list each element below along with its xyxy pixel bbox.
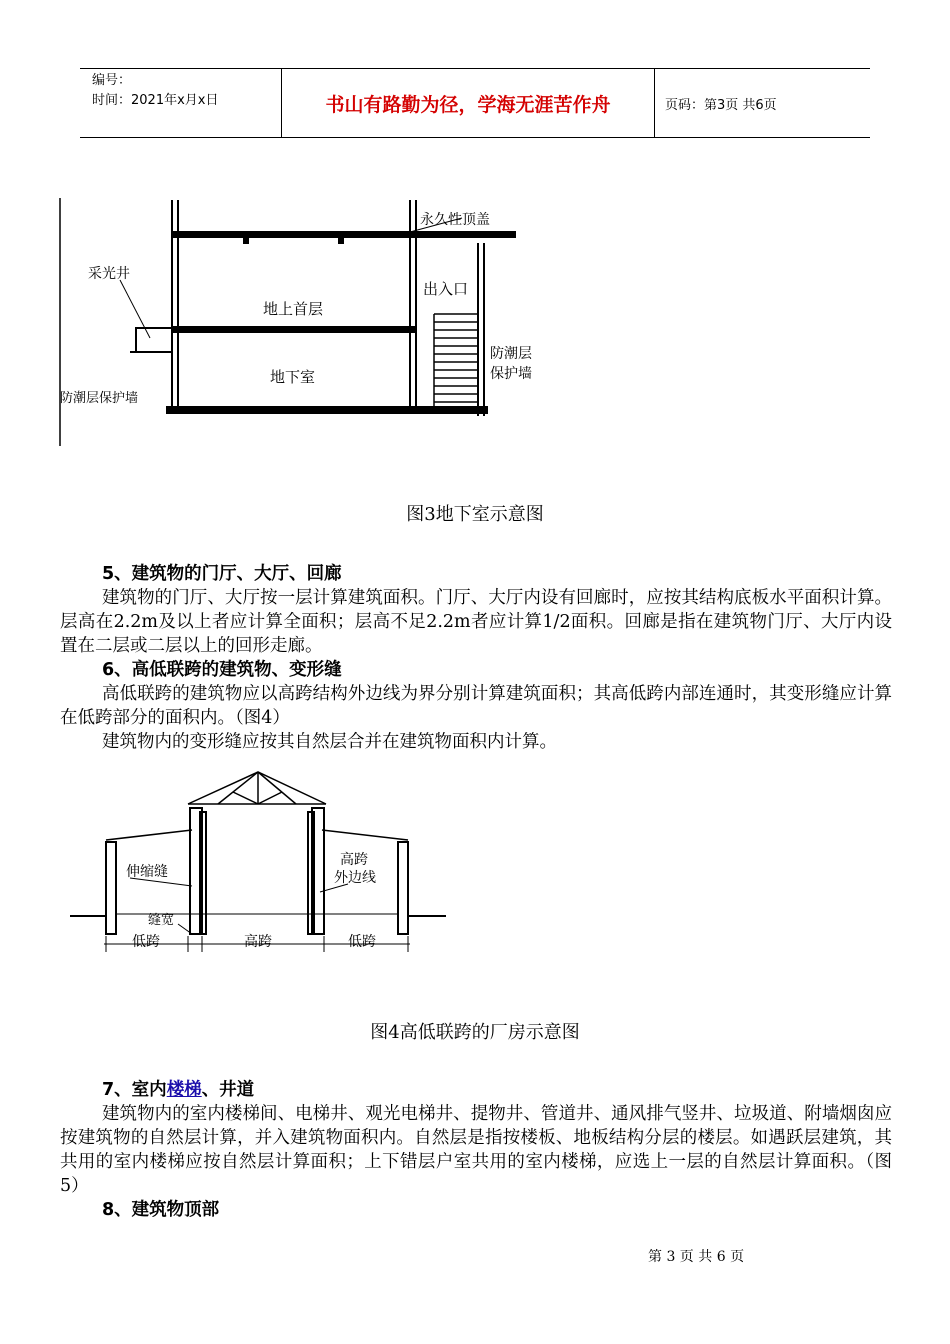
header-date: 时间：2021年x月x日 bbox=[92, 93, 219, 108]
figure3-caption: 图3地下室示意图 bbox=[406, 504, 544, 525]
page-footer: 第 3 页 共 6 页 bbox=[648, 1249, 745, 1265]
label-high-span-1: 高跨 bbox=[340, 852, 368, 868]
label-moisture-right-1: 防潮层 bbox=[490, 346, 532, 362]
label-joint-width: 缝宽 bbox=[148, 913, 175, 928]
label-high-span-2: 外边线 bbox=[334, 870, 376, 886]
label-lightwell: 采光井 bbox=[88, 266, 130, 282]
header-number: 编号： bbox=[92, 73, 132, 88]
section7-heading bbox=[60, 1078, 892, 1102]
header-page-info: 页码：第3页 共6页 bbox=[665, 97, 777, 113]
section7-heading-suffix: 、井道 bbox=[201, 1080, 255, 1100]
section8-heading: 8、建筑物顶部 bbox=[102, 1200, 220, 1220]
text-block-2 bbox=[60, 1078, 892, 1222]
section5-para: 建筑物的门厅、大厅按一层计算建筑面积。门厅、大厅内设有回廊时，应按其结构底板水平面积计算。层高在2.2m及以上者应计算全面积；层高不足2.2m者应计算1/2面积。回廊是指在建筑物门厅、大厅内设置在二层或二层以上的回形走廊。 bbox=[60, 588, 892, 656]
label-low-right: 低跨 bbox=[348, 934, 376, 950]
label-low-left: 低跨 bbox=[132, 934, 160, 950]
header-meta bbox=[80, 69, 282, 137]
figure4-caption: 图4高低联跨的厂房示意图 bbox=[370, 1022, 580, 1043]
label-entrance: 出入口 bbox=[423, 280, 469, 298]
label-moisture-wall-left: 防潮层保护墙 bbox=[60, 391, 139, 406]
section7-para: 建筑物内的室内楼梯间、电梯井、观光电梯井、提物井、管道井、通风排气竖井、垃圾道、附墙烟囱应按建筑物的自然层计算，并入建筑物面积内。自然层是指按楼板、地板结构分层的楼层。如遇跃层建筑，其共用的室内楼梯应按自然层计算面积；上下错层户室共用的室内楼梯，应选上一层的自然层计算面积。（图5） bbox=[60, 1104, 892, 1196]
stairs-link[interactable]: 楼梯 bbox=[166, 1080, 202, 1100]
label-high: 高跨 bbox=[244, 934, 272, 950]
text-block-1 bbox=[60, 562, 892, 754]
section6-heading: 6、高低联跨的建筑物、变形缝 bbox=[102, 660, 342, 680]
figure-high-low-span-diagram bbox=[68, 768, 450, 958]
section5-heading: 5、建筑物的门厅、大厅、回廊 bbox=[102, 564, 342, 584]
label-ground-floor: 地上首层 bbox=[263, 300, 324, 318]
header-motto: 书山有路勤为径，学海无涯苦作舟 bbox=[282, 69, 655, 137]
page-header bbox=[80, 68, 870, 138]
section6-para2: 建筑物内的变形缝应按其自然层合并在建筑物面积内计算。 bbox=[102, 732, 557, 752]
label-basement: 地下室 bbox=[270, 368, 316, 386]
section6-para1: 高低联跨的建筑物应以高跨结构外边线为界分别计算建筑面积；其高低跨内部连通时，其变形缝应计算在低跨部分的面积内。（图4） bbox=[60, 684, 892, 728]
figure-basement-diagram bbox=[58, 188, 560, 450]
label-roof: 永久性顶盖 bbox=[420, 212, 490, 228]
section7-heading-prefix: 7、室内 bbox=[102, 1080, 167, 1100]
label-moisture-right-2: 保护墙 bbox=[490, 366, 532, 382]
label-expansion-joint: 伸缩缝 bbox=[126, 864, 168, 880]
